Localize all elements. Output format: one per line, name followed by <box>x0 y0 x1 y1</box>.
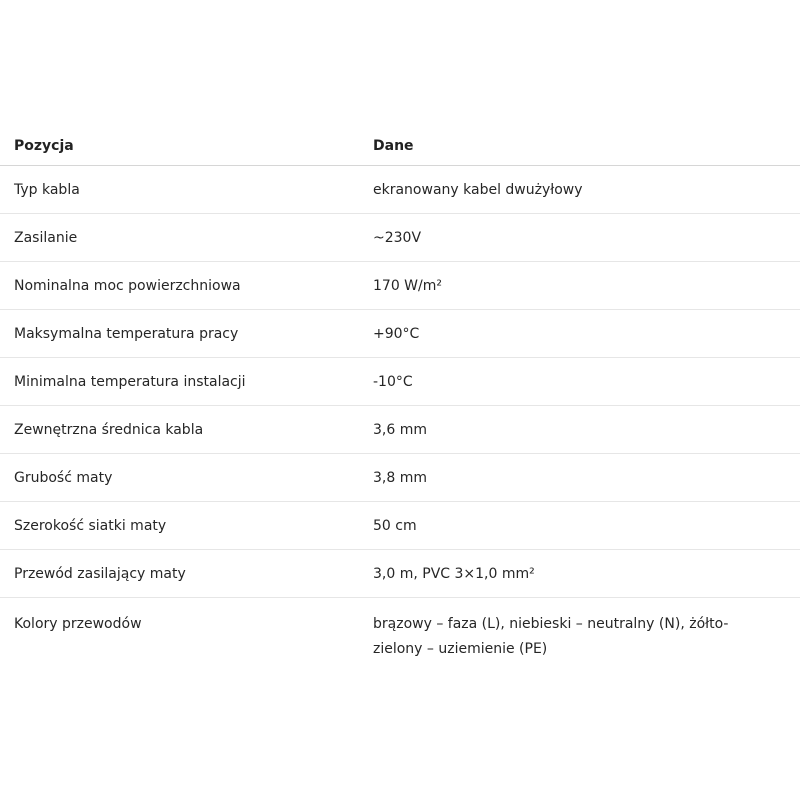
table-row <box>0 214 800 262</box>
table-row <box>0 166 800 214</box>
table-row <box>0 406 800 454</box>
table-row <box>0 310 800 358</box>
row-value: 3,8 mm <box>359 454 800 502</box>
row-value: brązowy – faza (L), niebieski – neutralny (N), żółto-zielony – uziemienie (PE) <box>373 616 729 657</box>
table-row <box>0 502 800 550</box>
row-label: Nominalna moc powierzchniowa <box>0 262 359 310</box>
row-value: +90°C <box>359 310 800 358</box>
table-row <box>0 598 800 663</box>
table-body <box>0 166 800 663</box>
row-label: Szerokość siatki maty <box>0 502 359 550</box>
row-value: 170 W/m² <box>359 262 800 310</box>
row-label: Kolory przewodów <box>14 616 142 632</box>
row-label: Grubość maty <box>0 454 359 502</box>
column-header-position: Pozycja <box>0 126 359 166</box>
row-value: ekranowany kabel dwużyłowy <box>359 166 800 214</box>
row-label: Maksymalna temperatura pracy <box>0 310 359 358</box>
row-value: 3,6 mm <box>359 406 800 454</box>
header-row <box>0 126 800 166</box>
table-row <box>0 454 800 502</box>
table-row <box>0 262 800 310</box>
row-label: Minimalna temperatura instalacji <box>0 358 359 406</box>
row-label: Zasilanie <box>0 214 359 262</box>
row-value: 3,0 m, PVC 3×1,0 mm² <box>359 550 800 598</box>
column-header-data: Dane <box>359 126 800 166</box>
row-value: -10°C <box>359 358 800 406</box>
table-header <box>0 126 800 166</box>
spec-table <box>0 126 800 662</box>
table-row <box>0 358 800 406</box>
row-value: 50 cm <box>359 502 800 550</box>
row-label: Typ kabla <box>0 166 359 214</box>
table-row <box>0 550 800 598</box>
row-value: ~230V <box>359 214 800 262</box>
row-label: Przewód zasilający maty <box>0 550 359 598</box>
row-label: Zewnętrzna średnica kabla <box>0 406 359 454</box>
